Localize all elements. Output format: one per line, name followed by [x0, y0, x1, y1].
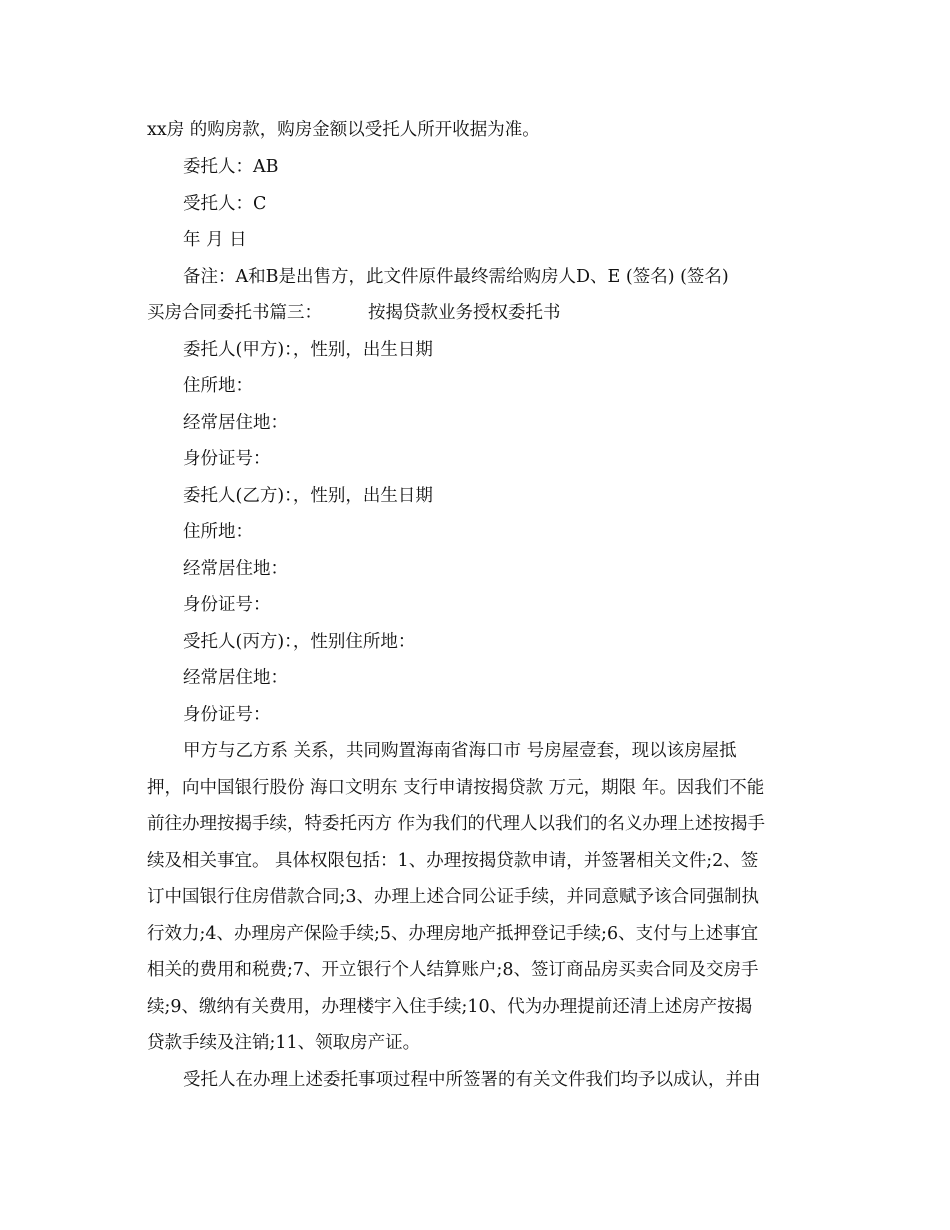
address-line: 住所地： [183, 522, 253, 542]
paragraph-line: 续及相关事宜。 具体权限包括：1、办理按揭贷款申请，并签署相关文件;2、签 [147, 851, 759, 871]
party-c-line: 受托人(丙方)：，性别住所地： [183, 632, 416, 652]
paragraph-line: 续;9、缴纳有关费用，办理楼宇入住手续;10、代为办理提前还清上述房产按揭 [147, 997, 753, 1017]
id-number-line: 身份证号： [183, 595, 271, 615]
paragraph-line: 贷款手续及注销;11、领取房产证。 [147, 1033, 421, 1053]
id-number-line: 身份证号： [183, 449, 271, 469]
paragraph-line: 受托人在办理上述委托事项过程中所签署的有关文件我们均予以成认，并由 [183, 1070, 761, 1090]
paragraph-line: 订中国银行住房借款合同;3、办理上述合同公证手续，并同意赋予该合同强制执 [147, 887, 760, 907]
address-line: 住所地： [183, 376, 253, 396]
residence-line: 经常居住地： [183, 413, 288, 433]
note-line: 备注：A和B是出售方，此文件原件最终需给购房人D、E (签名) (签名) [183, 267, 729, 287]
paragraph-line: 押，向中国银行股份 海口文明东 支行申请按揭贷款 万元，期限 年。因我们不能 [147, 778, 765, 798]
trustee-line: 受托人：C [183, 194, 267, 214]
paragraph-line: 相关的费用和税费;7、开立银行个人结算账户;8、签订商品房买卖合同及交房手 [147, 960, 759, 980]
section-heading-title: 按揭贷款业务授权委托书 [368, 303, 561, 323]
residence-line: 经常居住地： [183, 559, 288, 579]
id-number-line: 身份证号： [183, 705, 271, 725]
residence-line: 经常居住地： [183, 668, 288, 688]
paragraph-line: 前往办理按揭手续，特委托丙方 作为我们的代理人以我们的名义办理上述按揭手 [147, 814, 766, 834]
paragraph-line: 甲方与乙方系 关系，共同购置海南省海口市 号房屋壹套，现以该房屋抵 [183, 741, 737, 761]
delegator-line: 委托人：AB [183, 157, 279, 177]
date-line: 年 月 日 [183, 230, 247, 250]
text-line: xx房 的购房款，购房金额以受托人所开收据为准。 [147, 120, 540, 140]
section-heading [147, 301, 561, 325]
party-b-line: 委托人(乙方)：，性别，出生日期 [183, 486, 433, 506]
party-a-line: 委托人(甲方)：，性别，出生日期 [183, 340, 433, 360]
section-heading-left: 买房合同委托书篇三： [147, 303, 322, 323]
paragraph-line: 行效力;4、办理房产保险手续;5、办理房地产抵押登记手续;6、支付与上述事宜 [147, 924, 759, 944]
